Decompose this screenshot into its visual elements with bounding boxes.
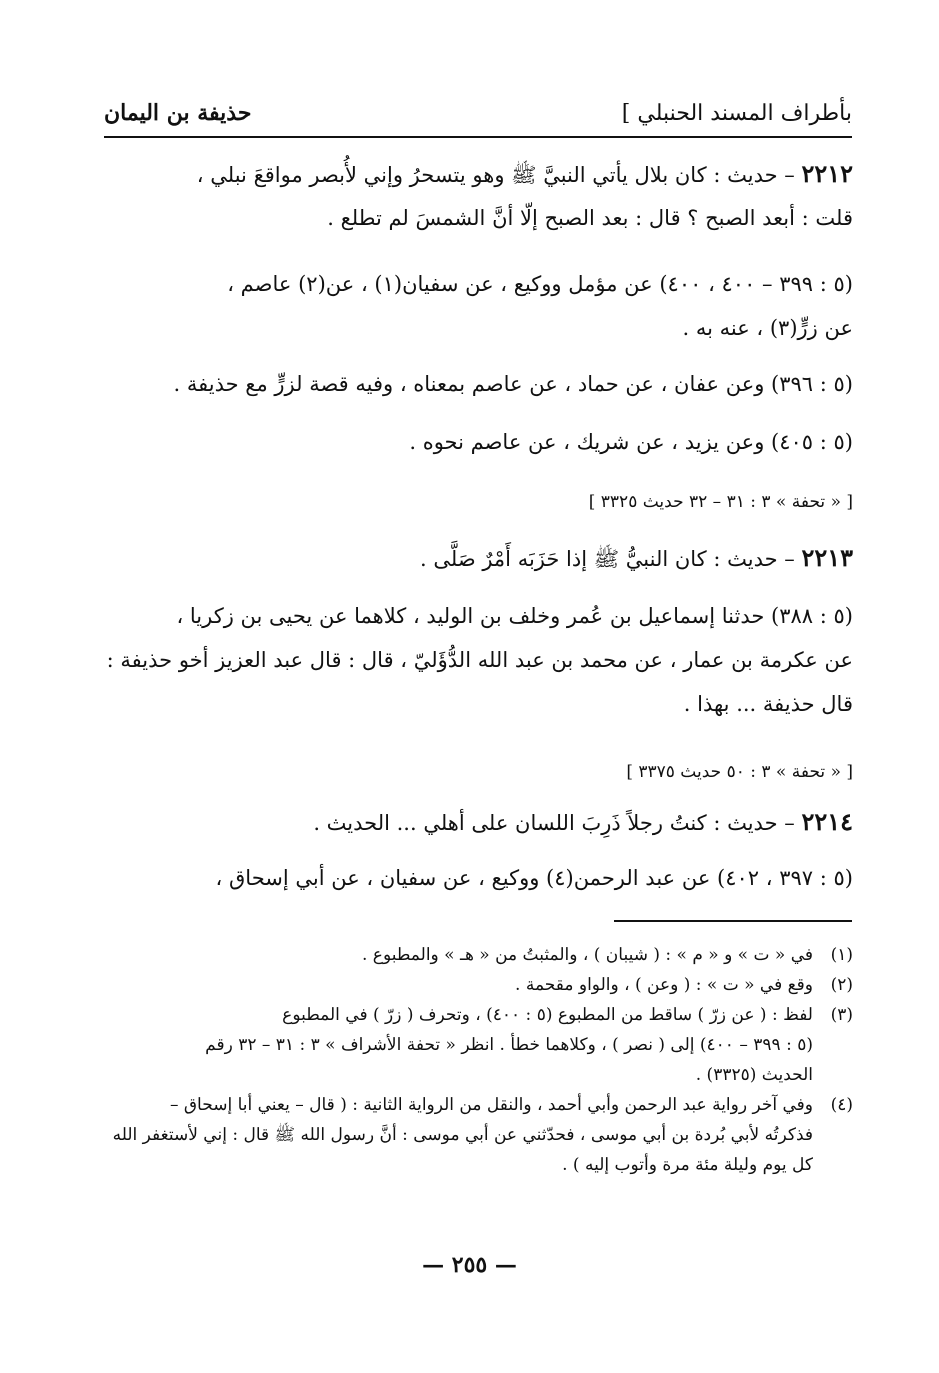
footnote-2 <box>105 970 853 1000</box>
footnote-text: في « ت » و « م » : ( شيبان ) ، والمثبتُ من « هـ » والمطبوع . <box>362 945 813 965</box>
header-book-title: بأطراف المسند الحنبلي ] <box>621 101 852 126</box>
isnad-line: (٥ : ٤٠٥) وعن يزيد ، عن شريك ، عن عاصم نحوه . <box>409 430 853 454</box>
hadith-text-line: ٢٢١٢ – حديث : كان بلال يأتي النبيَّ ﷺ وهو يتسحرُ وإني لأُبصر مواقعَ نبلي ، <box>196 159 853 188</box>
isnad-2212 <box>105 262 853 350</box>
footnote-separator <box>614 920 852 922</box>
isnad-line: (٥ : ٣٨٨) حدثنا إسماعيل بن عُمر وخلف بن الوليد ، كلاهما عن يحيى بن زكريا ، <box>176 604 853 628</box>
header-divider <box>104 136 852 138</box>
hadith-number: ٢٢١٢ <box>801 159 853 188</box>
footnote-marker: (٤) <box>830 1095 853 1115</box>
footnote-text: وقع في « ت » : ( وعن ) ، والواو مقحمة . <box>515 975 813 995</box>
footnote-text: لفظ : ( عن زرّ ) ساقط من المطبوع (٥ : ٤٠٠) ، وتحرف ( زرّ ) في المطبوع (٥ : ٣٩٩ – ٤٠٠) إلى ( نصر ) ، وكلاهما خطأ . انظر « تحفة الأشراف » ٣ : ٣١ – ٣٢ رقم الحديث (٣٣٢٥) . <box>205 1005 813 1085</box>
hadith-entry-2213 <box>105 536 853 580</box>
isnad-line: (٥ : ٣٩٩ – ٤٠٠ ، ٤٠٠) عن مؤمل ووكيع ، عن سفيان(١) ، عن(٢) عاصم ، <box>227 272 853 296</box>
isnad-line: عن زرٍّ(٣) ، عنه به . <box>682 316 853 340</box>
running-header <box>104 88 852 126</box>
isnad-line: عن عكرمة بن عمار ، عن محمد بن عبد الله الدُّؤَليّ ، قال : قال عبد العزيز أخو حذيفة : <box>106 648 853 672</box>
tuhfa-reference-2213: [ « تحفة » ٣ : ٥٠ حديث ٣٣٧٥ ] <box>626 762 853 782</box>
footnote-marker: (٣) <box>830 1005 853 1025</box>
header-chapter-title: حذيفة بن اليمان <box>104 100 252 126</box>
isnad-2214 <box>105 856 853 900</box>
footnote-4 <box>105 1090 853 1180</box>
footnote-text: وفي آخر رواية عبد الرحمن وأبي أحمد ، والنقل من الرواية الثانية : ( قال – يعني أبا إسحاق – فذكرتُه لأبي بُردة بن أبي موسى ، فحدّثني عن أبي موسى : أنَّ رسول الله ﷺ قال : إني لأستغفر الله كل يوم وليلة مئة مرة وأتوب إليه ) . <box>112 1095 813 1175</box>
isnad-2212-c <box>105 420 853 464</box>
isnad-line: قال حذيفة ... بهذا . <box>683 692 853 716</box>
hadith-number: ٢٢١٤ <box>801 807 853 836</box>
hadith-entry-2212 <box>105 152 853 240</box>
footnote-marker: (٢) <box>830 975 853 995</box>
tuhfa-reference-2212: [ « تحفة » ٣ : ٣١ – ٣٢ حديث ٣٣٢٥ ] <box>588 492 853 512</box>
isnad-line: (٥ : ٣٩٧ ، ٤٠٢) عن عبد الرحمن(٤) ووكيع ، عن سفيان ، عن أبي إسحاق ، <box>215 866 853 890</box>
hadith-text-line: ٢٢١٣ – حديث : كان النبيُّ ﷺ إذا حَزَبَه أَمْرٌ صَلَّى . <box>420 543 853 572</box>
isnad-2213 <box>105 594 853 726</box>
isnad-2212-b <box>105 362 853 406</box>
footnote-marker: (١) <box>830 945 853 965</box>
hadith-number: ٢٢١٣ <box>801 543 853 572</box>
hadith-text-line: ٢٢١٤ – حديث : كنتُ رجلاً ذَرِبَ اللسان على أهلي ... الحديث . <box>313 807 853 836</box>
hadith-text-line: قلت : أبعد الصبح ؟ قال : بعد الصبح إلّا أنَّ الشمسَ لم تطلع . <box>327 206 853 230</box>
footnote-3 <box>105 1000 853 1090</box>
hadith-entry-2214 <box>105 800 853 844</box>
footnotes <box>105 940 853 1180</box>
footnote-1 <box>105 940 853 970</box>
page-number: — ٢٥٥ — <box>422 1252 517 1278</box>
isnad-line: (٥ : ٣٩٦) وعن عفان ، عن حماد ، عن عاصم بمعناه ، وفيه قصة لزرٍّ مع حذيفة . <box>173 372 853 396</box>
